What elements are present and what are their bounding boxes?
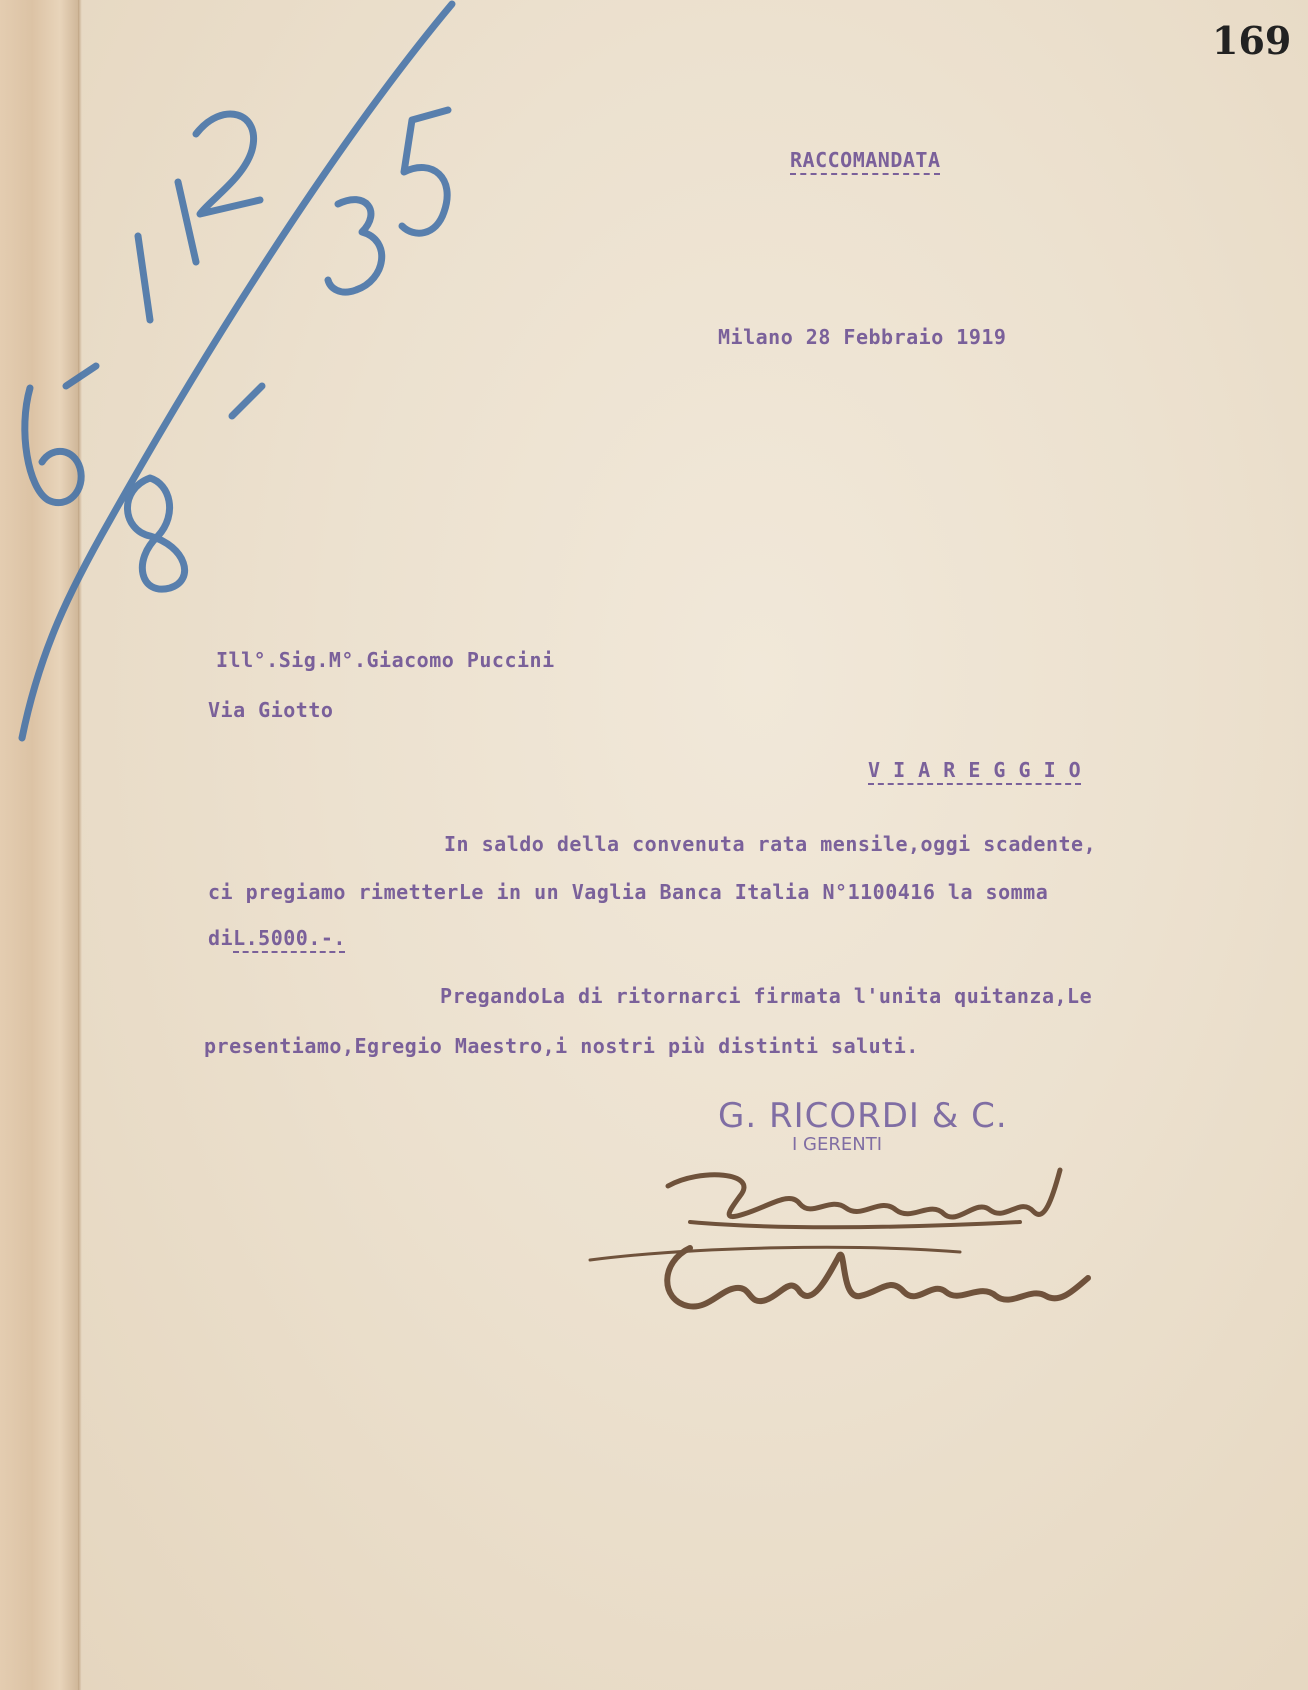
place-and-date: Milano 28 Febbraio 1919 — [718, 325, 1007, 349]
signature-first-underline — [690, 1222, 1020, 1227]
registered-mail-heading: RACCOMANDATA — [790, 148, 941, 172]
body-line-1: In saldo della convenuta rata mensile,oggi scadente, — [444, 832, 1097, 856]
recipient-city: V I A R E G G I O — [868, 758, 1082, 782]
body-line-4: PregandoLa di ritornarci firmata l'unita quitanza,Le — [440, 984, 1093, 1008]
archive-page-number: 169 — [1212, 18, 1292, 63]
payment-amount: L.5000.-. — [233, 926, 346, 950]
signature-second-stroke — [590, 1247, 960, 1260]
stamp-company-name: G. RICORDI & C. — [718, 1096, 1008, 1136]
recipient-name: Ill°.Sig.M°.Giacomo Puccini — [216, 648, 555, 672]
body-line-2: ci pregiamo rimetterLe in un Vaglia Banca Italia N°1100416 la somma — [208, 880, 1049, 904]
recipient-street: Via Giotto — [208, 698, 334, 722]
signature-first — [668, 1170, 1060, 1217]
body-line-5: presentiamo,Egregio Maestro,i nostri più distinti saluti. — [204, 1034, 919, 1058]
stamp-role: I GERENTI — [792, 1134, 882, 1155]
signature-second — [667, 1248, 1088, 1307]
body-line-3-prefix: di — [208, 926, 234, 950]
